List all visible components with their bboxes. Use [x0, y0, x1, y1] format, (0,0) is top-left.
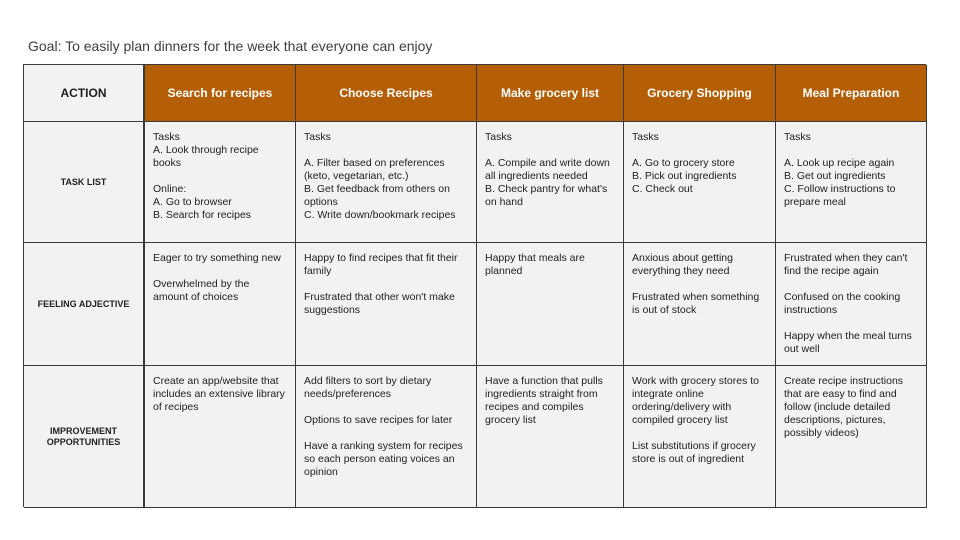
cell-feeling-adjective-2 [477, 243, 624, 366]
cell-task-list-1 [296, 122, 477, 243]
cell-feeling-adjective-0 [145, 243, 296, 366]
cell-text-line: Frustrated that other won't make suggestions [304, 291, 458, 316]
cell-feeling-adjective-3 [624, 243, 776, 366]
row-header-improvement-opportunities: IMPROVEMENT OPPORTUNITIES [24, 366, 145, 508]
cell-text-line: Eager to try something new [153, 252, 281, 264]
cell-task-list-2 [477, 122, 624, 243]
cell-text-line: Add filters to sort by dietary needs/preferences [304, 375, 435, 400]
cell-text-line: A. Compile and write down all ingredients needed [485, 157, 613, 182]
cell-task-list-3 [624, 122, 776, 243]
action-header: ACTION [24, 65, 145, 122]
cell-text-line [153, 265, 287, 278]
cell-text-line: C. Write down/bookmark recipes [304, 209, 456, 221]
cell-text-line [304, 427, 468, 440]
cell-text-line: Frustrated when something is out of stock [632, 291, 763, 316]
cell-text-line: Tasks [784, 131, 811, 143]
cell-text-line: Create recipe instructions that are easy to find and follow (include detailed descriptions, pictures, possibly videos) [784, 375, 906, 439]
cell-text-line [304, 278, 468, 291]
cell-task-list-0 [145, 122, 296, 243]
cell-text-line [485, 144, 615, 157]
cell-text-line: Online: [153, 183, 187, 195]
cell-text-line: List substitutions if grocery store is out of ingredient [632, 440, 759, 465]
cell-text-line: Happy that meals are planned [485, 252, 588, 277]
cell-text-line [784, 144, 918, 157]
cell-improvement-opportunities-0 [145, 366, 296, 508]
cell-text-line [304, 144, 468, 157]
stage-header-shopping: Grocery Shopping [624, 65, 776, 122]
cell-text-line: B. Pick out ingredients [632, 170, 737, 182]
stage-header-choose: Choose Recipes [296, 65, 477, 122]
cell-text-line: Overwhelmed by the amount of choices [153, 278, 253, 303]
cell-feeling-adjective-1 [296, 243, 477, 366]
stage-header-grocery-list: Make grocery list [477, 65, 624, 122]
row-header-feeling-adjective: FEELING ADJECTIVE [24, 243, 145, 366]
cell-text-line [304, 401, 468, 414]
cell-text-line: Create an app/website that includes an extensive library of recipes [153, 375, 288, 413]
cell-text-line: Anxious about getting everything they need [632, 252, 736, 277]
cell-text-line: A. Look through recipe books [153, 144, 262, 169]
cell-text-line: A. Filter based on preferences (keto, vegetarian, etc.) [304, 157, 448, 182]
cell-text-line: Have a ranking system for recipes so each person eating voices an opinion [304, 440, 466, 478]
cell-text-line: A. Go to browser [153, 196, 232, 208]
cell-text-line: Happy to find recipes that fit their family [304, 252, 461, 277]
cell-improvement-opportunities-4 [776, 366, 927, 508]
cell-text-line [632, 278, 767, 291]
cell-text-line: Tasks [153, 131, 180, 143]
stage-header-search: Search for recipes [145, 65, 296, 122]
cell-text-line: A. Look up recipe again [784, 157, 895, 169]
goal-statement: Goal: To easily plan dinners for the week that everyone can enjoy [28, 38, 433, 54]
stage-header-preparation: Meal Preparation [776, 65, 927, 122]
cell-text-line: Have a function that pulls ingredients straight from recipes and compiles grocery list [485, 375, 606, 426]
cell-text-line: Tasks [304, 131, 331, 143]
cell-text-line: C. Check out [632, 183, 693, 195]
cell-text-line [153, 170, 287, 183]
cell-improvement-opportunities-2 [477, 366, 624, 508]
cell-text-line: Frustrated when they can't find the recipe again [784, 252, 911, 277]
cell-improvement-opportunities-3 [624, 366, 776, 508]
cell-text-line: Options to save recipes for later [304, 414, 453, 426]
cell-text-line: Tasks [485, 131, 512, 143]
journey-map-table [23, 64, 926, 507]
cell-text-line: B. Get feedback from others on options [304, 183, 453, 208]
cell-text-line: Confused on the cooking instructions [784, 291, 904, 316]
cell-feeling-adjective-4 [776, 243, 927, 366]
cell-text-line [632, 144, 767, 157]
cell-task-list-4 [776, 122, 927, 243]
cell-text-line: B. Search for recipes [153, 209, 252, 221]
cell-text-line: A. Go to grocery store [632, 157, 735, 169]
cell-text-line: Tasks [632, 131, 659, 143]
cell-improvement-opportunities-1 [296, 366, 477, 508]
cell-text-line: Happy when the meal turns out well [784, 330, 915, 355]
cell-text-line [784, 278, 918, 291]
row-header-task-list: TASK LIST [24, 122, 145, 243]
cell-text-line: B. Check pantry for what's on hand [485, 183, 611, 208]
cell-text-line: C. Follow instructions to prepare meal [784, 183, 899, 208]
cell-text-line: Work with grocery stores to integrate online ordering/delivery with compiled grocery list [632, 375, 762, 426]
cell-text-line: B. Get out ingredients [784, 170, 886, 182]
cell-text-line [784, 317, 918, 330]
cell-text-line [632, 427, 767, 440]
